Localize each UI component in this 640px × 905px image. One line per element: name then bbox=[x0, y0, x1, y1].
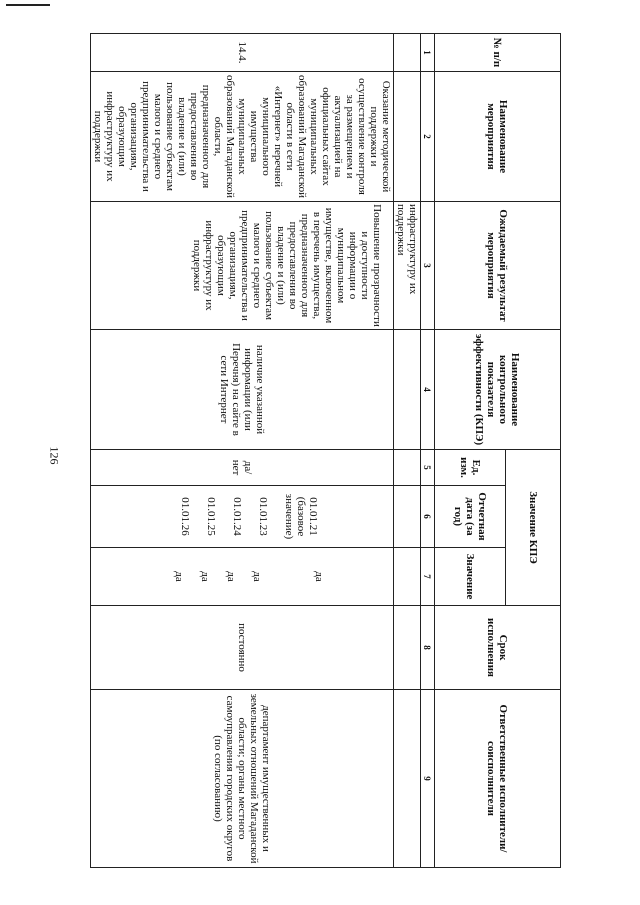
header-unit: Ед. изм. bbox=[435, 450, 506, 486]
row-deadline: постоянно bbox=[91, 606, 394, 690]
header-value: Значение bbox=[435, 548, 506, 606]
header-executors: Ответственные исполнители/ соисполнители bbox=[435, 690, 561, 868]
report-date: 01.01.25 bbox=[205, 497, 217, 536]
header-kpi-value: Значение КПЭ bbox=[506, 450, 561, 606]
header-expected-result: Ожидаемый результат мероприятия bbox=[435, 202, 561, 330]
column-number: 6 bbox=[421, 486, 435, 548]
header-deadline: Срок исполнения bbox=[435, 606, 561, 690]
rotated-table-container bbox=[91, 33, 561, 867]
column-number: 7 bbox=[421, 548, 435, 606]
column-number: 2 bbox=[421, 72, 435, 202]
page-number: 126 bbox=[47, 446, 62, 465]
column-number: 1 bbox=[421, 34, 435, 72]
header-no: № п/п bbox=[435, 34, 561, 72]
header-event-name: Наименование мероприятия bbox=[435, 72, 561, 202]
corner-mark bbox=[6, 4, 50, 6]
continuation-result: инфраструктуру их поддержки bbox=[394, 202, 421, 330]
report-date: 01.01.26 bbox=[179, 497, 191, 536]
kpi-value: да bbox=[225, 571, 237, 582]
kpi-value: да bbox=[313, 571, 325, 582]
kpi-value: да bbox=[251, 571, 263, 582]
column-number: 3 bbox=[421, 202, 435, 330]
row-event-name: Оказание методической поддержки и осуществление контроля за размещением и актуализацией на официальных сайтах муниципальных образований Магаданской области в сети «Интернет» перечней муниципального имущества муниципальных образований Магаданской области, предназначенного для предоставления во владение и (или) пользование субъектам малого и среднего предпринимательства и организациям, образующим инфраструктуру их поддержки bbox=[91, 72, 394, 202]
column-number-row bbox=[421, 34, 435, 868]
kpi-value: да bbox=[173, 571, 185, 582]
table-row bbox=[91, 34, 394, 868]
measures-table bbox=[90, 33, 561, 868]
column-number: 4 bbox=[421, 330, 435, 450]
column-number: 9 bbox=[421, 690, 435, 868]
row-number: 14.4. bbox=[91, 34, 394, 72]
column-number: 8 bbox=[421, 606, 435, 690]
header-row bbox=[506, 34, 561, 868]
column-number: 5 bbox=[421, 450, 435, 486]
row-expected-result: Повышение прозрачности и доступности информации о муниципальном имуществе, включенном в перечень имущества, предназначенного для предоставления во владение и (или) пользование субъектам малого и среднего предпринимательства и организациям, образующим инфраструктуру их поддержки bbox=[91, 202, 394, 330]
report-date: 01.01.24 bbox=[231, 497, 243, 536]
header-report-date: Отчетная дата (за год) bbox=[435, 486, 506, 548]
continuation-row bbox=[394, 34, 421, 868]
kpi-value: да bbox=[199, 571, 211, 582]
row-unit: да/ нет bbox=[91, 450, 394, 486]
row-report-dates bbox=[91, 486, 394, 548]
header-kpi-name: Наименование контрольного показателя эффективности (КПЭ) bbox=[435, 330, 561, 450]
row-kpi-name: наличие указанной информации (или Перечня) на сайте в сети Интернет bbox=[91, 330, 394, 450]
row-executors: департамент имущественных и земельных отношений Магаданской области; органы местного самоуправления городских округов (по согласованию) bbox=[91, 690, 394, 868]
report-date: 01.01.21 (базовое значение) bbox=[283, 493, 319, 540]
row-kpi-values bbox=[91, 548, 394, 606]
report-date: 01.01.23 bbox=[257, 497, 269, 536]
